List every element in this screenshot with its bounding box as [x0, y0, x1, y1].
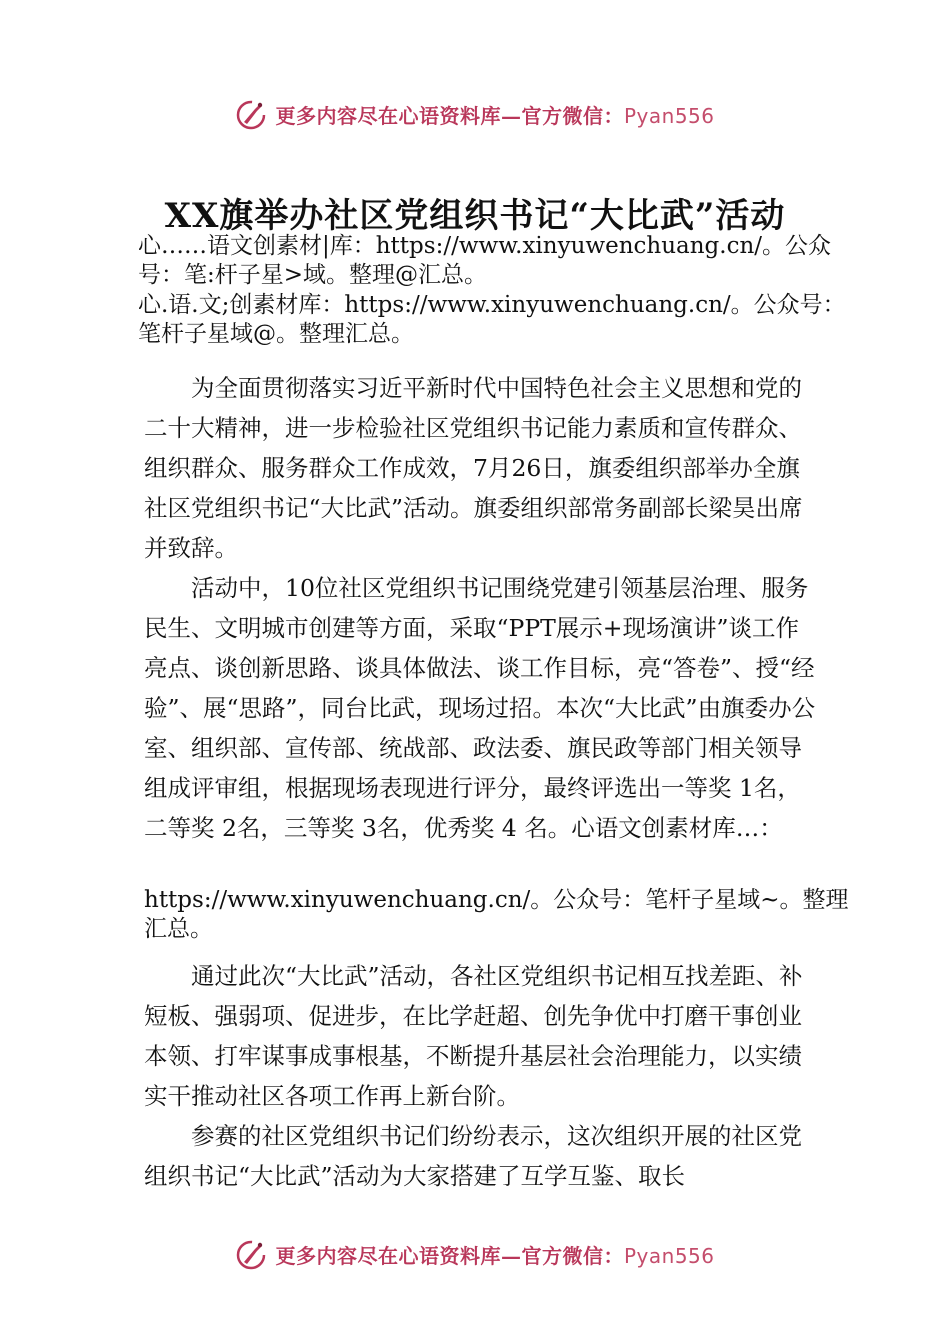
header-banner — [0, 92, 950, 136]
source-note-2: 心.语.文;创素材库：https://www.xinyuwenchuang.cn/。公众号：笔杆子星域@。整理汇总。 — [138, 292, 846, 347]
brush-logo-icon — [235, 97, 269, 131]
brush-logo-icon — [235, 1237, 269, 1271]
paragraph-4: 参赛的社区党组织书记们纷纷表示，这次组织开展的社区党组织书记“大比武”活动为大家搭建了互学互鉴、取长 — [144, 1122, 802, 1190]
paragraph-2-source-note: https://www.xinyuwenchuang.cn/。公众号：笔杆子星域~。整理汇总。 — [144, 887, 849, 942]
paragraph-3: 通过此次“大比武”活动，各社区党组织书记相互找差距、补短板、强弱项、促进步，在比学赶超、创先争优中打磨干事创业本领、打牢谋事成事根基，不断提升基层社会治理能力，以实绩实干推动社区各项工作再上新台阶。 — [144, 962, 803, 1110]
paragraph-2: 活动中，10位社区党组织书记围绕党建引领基层治理、服务民生、文明城市创建等方面，采取“PPT展示+现场演讲”谈工作亮点、谈创新思路、谈具体做法、谈工作目标，亮“答卷”、授“经验”、展“思路”，同台比武，现场过招。本次“大比武”由旗委办公室、组织部、宣传部、统战部、政法委、旗民政等部门相关领导组成评审组，根据现场表现进行评分，最终评选出一等奖 1名，二等奖 2名，三等奖 3名，优秀奖 4 名。心语文创素材库…： — [144, 574, 816, 842]
banner-wechat-id: Pyan556 — [623, 1243, 715, 1268]
footer-banner — [0, 1232, 950, 1276]
banner-text: 更多内容尽在心语资料库—官方微信：Pyan556 — [275, 1243, 715, 1268]
paragraph-1: 为全面贯彻落实习近平新时代中国特色社会主义思想和党的二十大精神，进一步检验社区党组织书记能力素质和宣传群众、组织群众、服务群众工作成效，7月26日，旗委组织部举办全旗社区党组织书记“大比武”活动。旗委组织部常务副部长梁昊出席并致辞。 — [144, 374, 803, 562]
document-title: XX旗举办社区党组织书记“大比武”活动 — [164, 196, 786, 236]
source-note-1: 心……语文创素材|库：https://www.xinyuwenchuang.cn/。公众号：笔:杆子星>域。整理@汇总。 — [138, 233, 832, 288]
banner-wechat-id: Pyan556 — [623, 103, 715, 128]
banner-text: 更多内容尽在心语资料库—官方微信：Pyan556 — [275, 103, 715, 128]
